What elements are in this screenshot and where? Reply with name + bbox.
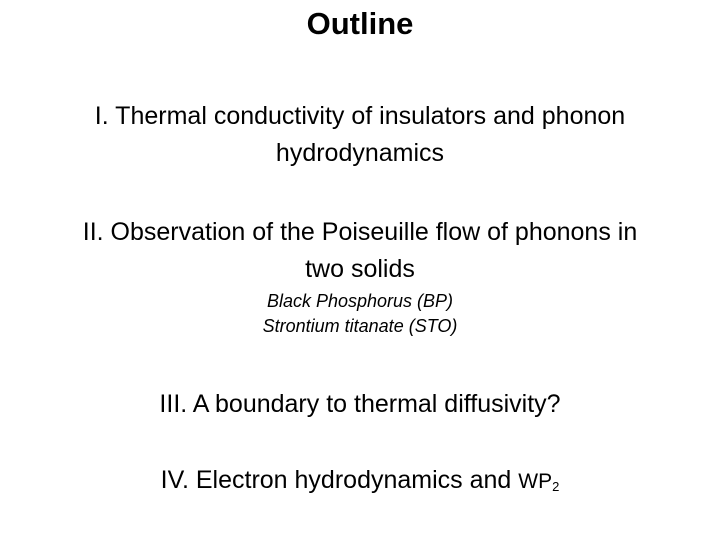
- outline-item-2-line-1: II. Observation of the Poiseuille flow of phonons in: [82, 218, 638, 246]
- outline-item-1-line-2: hydrodynamics: [275, 139, 445, 167]
- wp2-formula: [518, 470, 559, 493]
- subitem-strontium-titanate: Strontium titanate (STO): [262, 316, 458, 336]
- wp2-formula-subscript: 2: [552, 479, 560, 494]
- outline-item-1-line-1: I. Thermal conductivity of insulators and phonon: [94, 102, 626, 130]
- outline-item-2: [0, 214, 720, 288]
- outline-item-1: [0, 98, 720, 172]
- slide-title: Outline: [306, 6, 414, 41]
- outline-item-4: [0, 462, 720, 505]
- subitem-black-phosphorus: Black Phosphorus (BP): [266, 291, 454, 311]
- outline-item-3: [0, 386, 720, 423]
- outline-item-4-text: IV. Electron hydrodynamics and: [160, 466, 519, 494]
- outline-item-2-subitems: [0, 289, 720, 339]
- wp2-formula-base: WP: [518, 470, 553, 493]
- outline-item-2-line-2: two solids: [305, 255, 415, 283]
- outline-item-3-line-1: III. A boundary to thermal diffusivity?: [159, 390, 561, 418]
